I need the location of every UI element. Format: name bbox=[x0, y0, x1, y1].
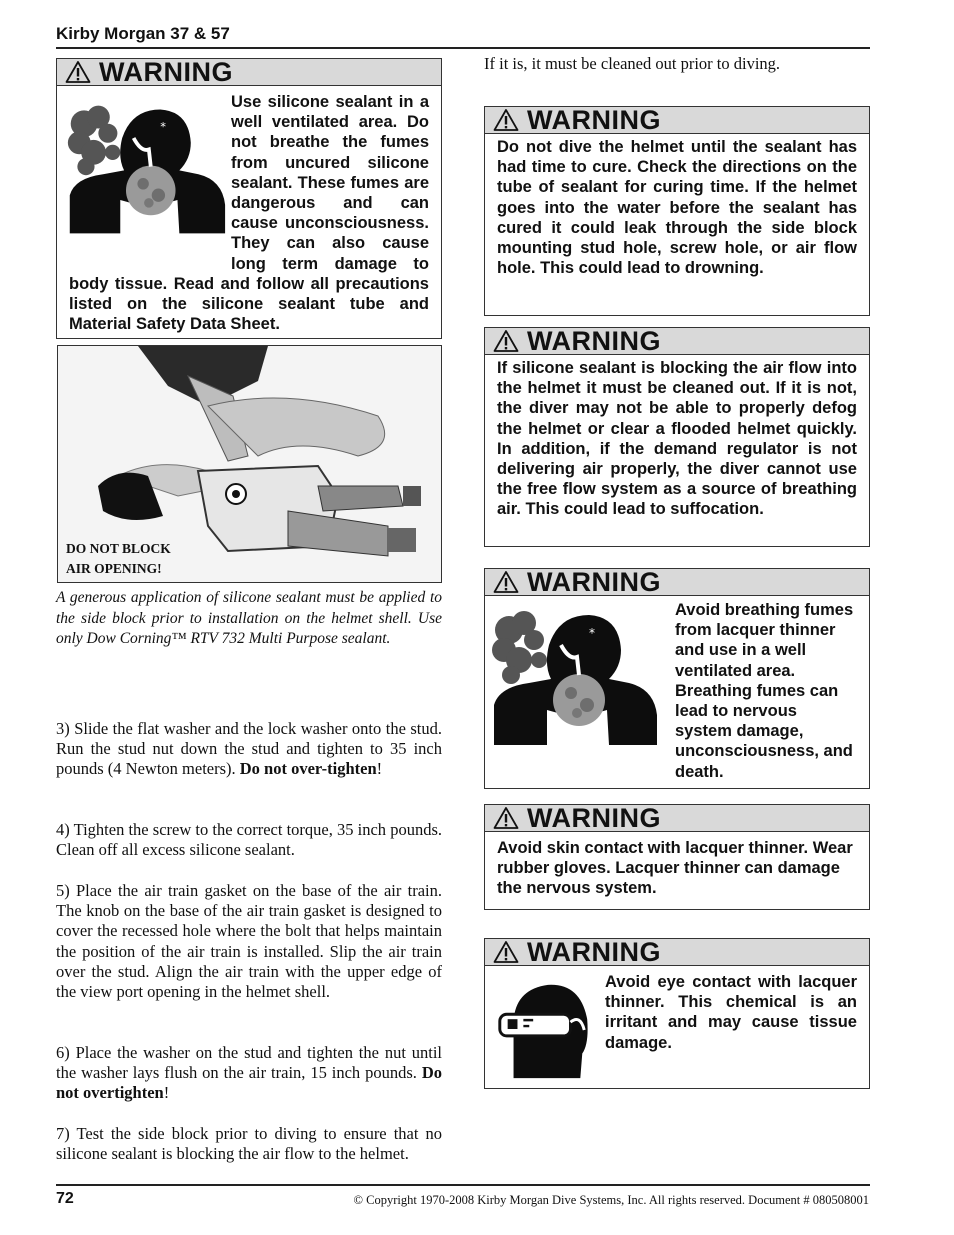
fume-hazard-icon bbox=[65, 95, 227, 243]
warning-title: WARNING bbox=[527, 325, 661, 356]
warning-header bbox=[57, 56, 441, 87]
header-rule bbox=[56, 47, 870, 49]
warning-box-skin-contact bbox=[484, 804, 870, 910]
warning-title: WARNING bbox=[527, 936, 661, 967]
warning-triangle-icon bbox=[493, 329, 519, 353]
warning-triangle-icon bbox=[493, 570, 519, 594]
sealant-application-photo bbox=[57, 345, 442, 583]
warning-triangle-icon bbox=[493, 108, 519, 132]
warning-title: WARNING bbox=[527, 104, 661, 135]
warning-box-air-flow bbox=[484, 327, 870, 547]
warning-header bbox=[485, 936, 869, 967]
figure-caption: A generous application of silicone sealant must be applied to the side block prior to installation on the helmet shell. Use only Dow Corning™ RTV 732 Multi Purpose sealant. bbox=[56, 589, 442, 647]
warning-box-eye-contact bbox=[484, 938, 870, 1089]
warning-header bbox=[485, 325, 869, 356]
warning-text: Avoid breathing fumes from lacquer thinner and use in a well ventilated area. Breathing fumes can lead to nervous system damage, unconsciousness, and death. bbox=[675, 601, 854, 781]
step-3-emphasis: Do not over-tighten bbox=[239, 759, 377, 779]
warning-box-silicone-fumes bbox=[56, 58, 442, 339]
eye-protection-icon bbox=[493, 975, 593, 1083]
warning-text: If silicone sealant is blocking the air flow into the helmet it must be cleaned out. If it is not, the diver may not be able to properly defog the helmet or clear a flooded helmet quickly. In addition, if the demand regulator is not delivering air properly, the diver cannot use the free flow system as a source of breathing air. This could lead to suffocation. bbox=[497, 359, 857, 519]
warning-text: Avoid eye contact with lacquer thinner. This chemical is an irritant and may cause tissue damage. bbox=[605, 973, 857, 1052]
warning-header bbox=[485, 802, 869, 833]
warning-triangle-icon bbox=[493, 806, 519, 830]
step-3-text: 3) Slide the flat washer and the lock washer onto the stud. Run the stud nut down the stud and tighten to 35 inch pounds (4 Newton meters). bbox=[56, 719, 442, 779]
warning-title: WARNING bbox=[527, 566, 661, 597]
warning-triangle-icon bbox=[65, 60, 91, 84]
step-4: 4) Tighten the screw to the correct torque, 35 inch pounds. Clean off all excess silicone sealant. bbox=[56, 820, 442, 860]
warning-text: Do not dive the helmet until the sealant has had time to cure. Check the directions on the tube of sealant for curing time. If the helmet goes into the water before the sealant has cured it could leak through the side block mounting stud hole, screw hole, or air flow hole. This could lead to drowning. bbox=[497, 138, 857, 278]
warning-text: Use silicone sealant in a well ventilated area. Do not breathe the fumes from uncured silicone sealant. These fumes are dangerous and can cause unconsciousness. They can also cause long term damage to body tissue. Read and follow all precautions listed on the silicone sealant tube and Material Safety Data Sheet. bbox=[69, 93, 429, 334]
step-6-text: 6) Place the washer on the stud and tighten the nut until the washer lays flush on the air train, 15 inch pounds. bbox=[56, 1043, 442, 1083]
warning-text: Avoid skin contact with lacquer thinner. Wear rubber gloves. Lacquer thinner can damage the nervous system. bbox=[497, 839, 853, 898]
step-3-end: ! bbox=[376, 759, 383, 779]
step-5: 5) Place the air train gasket on the base of the air train. The knob on the base of the air train gasket is designed to cover the recessed hole where the bolt that helps maintain the position of the air train is installed. Slip the air train over the stud. Align the air train with the upper edge of the view port opening in the helmet shell. bbox=[56, 881, 442, 1002]
figure-callout-line1: DO NOT BLOCK bbox=[66, 541, 171, 556]
figure-callout bbox=[66, 539, 171, 579]
warning-header bbox=[485, 104, 869, 135]
copyright-notice: © Copyright 1970-2008 Kirby Morgan Dive Systems, Inc. All rights reserved. Document # 080508001 bbox=[353, 1193, 869, 1207]
warning-box-cure-time bbox=[484, 106, 870, 316]
warning-title: WARNING bbox=[99, 56, 233, 87]
warning-triangle-icon bbox=[493, 940, 519, 964]
continued-text: If it is, it must be cleaned out prior to diving. bbox=[484, 54, 781, 73]
step-7: 7) Test the side block prior to diving to ensure that no silicone sealant is blocking the air flow to the helmet. bbox=[56, 1124, 442, 1164]
fume-hazard-icon bbox=[489, 605, 659, 750]
warning-box-lacquer-fumes bbox=[484, 568, 870, 789]
step-6 bbox=[56, 1043, 442, 1104]
step-6-end: ! bbox=[163, 1083, 170, 1103]
warning-title: WARNING bbox=[527, 802, 661, 833]
running-header: Kirby Morgan 37 & 57 bbox=[56, 24, 230, 43]
page-number: 72 bbox=[56, 1190, 74, 1207]
step-3 bbox=[56, 719, 442, 780]
warning-header bbox=[485, 566, 869, 597]
figure-callout-line2: AIR OPENING! bbox=[66, 561, 162, 576]
footer-rule bbox=[56, 1184, 870, 1186]
step-6-emphasis: Do not overtighten bbox=[56, 1063, 443, 1103]
